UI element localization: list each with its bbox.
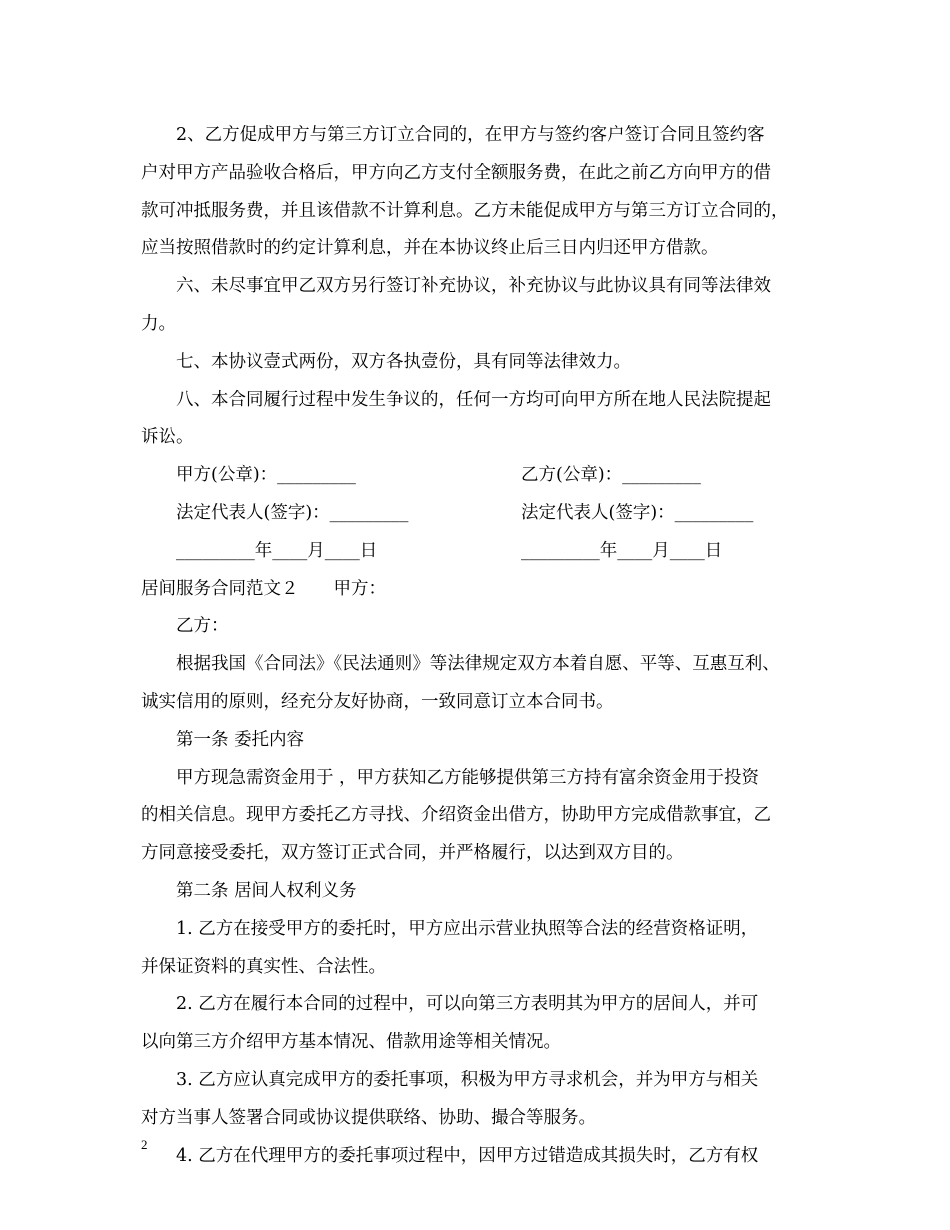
- text-line: 居间服务合同范文２ 甲方：: [141, 578, 386, 599]
- text-line: 乙方：: [176, 616, 229, 637]
- text-line: 3. 乙方应认真完成甲方的委托事项，积极为甲方寻求机会，并为甲方与相关: [176, 1069, 759, 1090]
- signature-row: [141, 533, 813, 571]
- text-line: 第一条 委托内容: [176, 729, 305, 750]
- party-b-signature-field: 乙方(公章)：_________: [521, 465, 701, 486]
- text-line: 款可冲抵服务费，并且该借款不计算利息。乙方未能促成甲方与第三方订立合同的，: [141, 200, 789, 221]
- section-part-two: [141, 571, 813, 1176]
- text-line: 2、乙方促成甲方与第三方订立合同的，在甲方与签约客户签订合同且签约客: [176, 125, 765, 145]
- text-line: 对方当事人签署合同或协议提供联络、协助、撮合等服务。: [141, 1107, 596, 1128]
- text-line: 应当按照借款时的约定计算利息，并在本协议终止后三日内归还甲方借款。: [141, 238, 719, 259]
- text-line: 并保证资料的真实性、合法性。: [141, 956, 386, 977]
- text-line: 方同意接受委托，双方签订正式合同，并严格履行，以达到双方目的。: [141, 843, 684, 864]
- text-line: 力。: [141, 313, 176, 334]
- text-line: 六、未尽事宜甲乙双方另行签订补充协议，补充协议与此协议具有同等法律效: [176, 276, 771, 297]
- text-line: 以向第三方介绍甲方基本情况、借款用途等相关情况。: [141, 1032, 561, 1053]
- text-line: 第二条 居间人权利义务: [176, 880, 357, 901]
- text-line: 根据我国《合同法》《民法通则》等法律规定双方本着自愿、平等、互惠互利、: [176, 654, 780, 675]
- signature-block: [141, 457, 813, 570]
- party-a-signature-field: 甲方(公章)：_________: [176, 465, 356, 486]
- text-line: 诚实信用的原则，经充分友好协商，一致同意订立本合同书。: [141, 691, 614, 712]
- text-line: 八、本合同履行过程中发生争议的，任何一方均可向甲方所在地人民法院提起: [176, 389, 771, 410]
- page-number: 2: [141, 1137, 148, 1152]
- party-a-signature-field: _________年____月____日: [176, 540, 378, 561]
- text-line: 甲方现急需资金用于 ，甲方获知乙方能够提供第三方持有富余资金用于投资: [176, 767, 760, 788]
- text-line: 4. 乙方在代理甲方的委托事项过程中，因甲方过错造成其损失时，乙方有权: [176, 1145, 759, 1166]
- signature-row: [141, 457, 813, 495]
- text-line: 户对甲方产品验收合格后，甲方向乙方支付全额服务费，在此之前乙方向甲方的借: [141, 162, 771, 183]
- body-text: [141, 117, 813, 1175]
- text-line: 的相关信息。现甲方委托乙方寻找、介绍资金出借方，协助甲方完成借款事宜，乙: [141, 805, 771, 826]
- signature-row: [141, 495, 813, 533]
- text-line: 七、本协议壹式两份，双方各执壹份，具有同等法律效力。: [176, 351, 631, 372]
- party-b-signature-field: _________年____月____日: [521, 540, 723, 561]
- section-part-one: [141, 117, 813, 457]
- party-b-signature-field: 法定代表人(签字)：_________: [521, 502, 754, 523]
- text-line: 1. 乙方在接受甲方的委托时，甲方应出示营业执照等合法的经营资格证明，: [176, 918, 759, 939]
- text-line: 诉讼。: [141, 427, 194, 448]
- party-a-signature-field: 法定代表人(签字)：_________: [176, 502, 409, 523]
- text-line: 2. 乙方在履行本合同的过程中，可以向第三方表明其为甲方的居间人，并可: [176, 994, 759, 1015]
